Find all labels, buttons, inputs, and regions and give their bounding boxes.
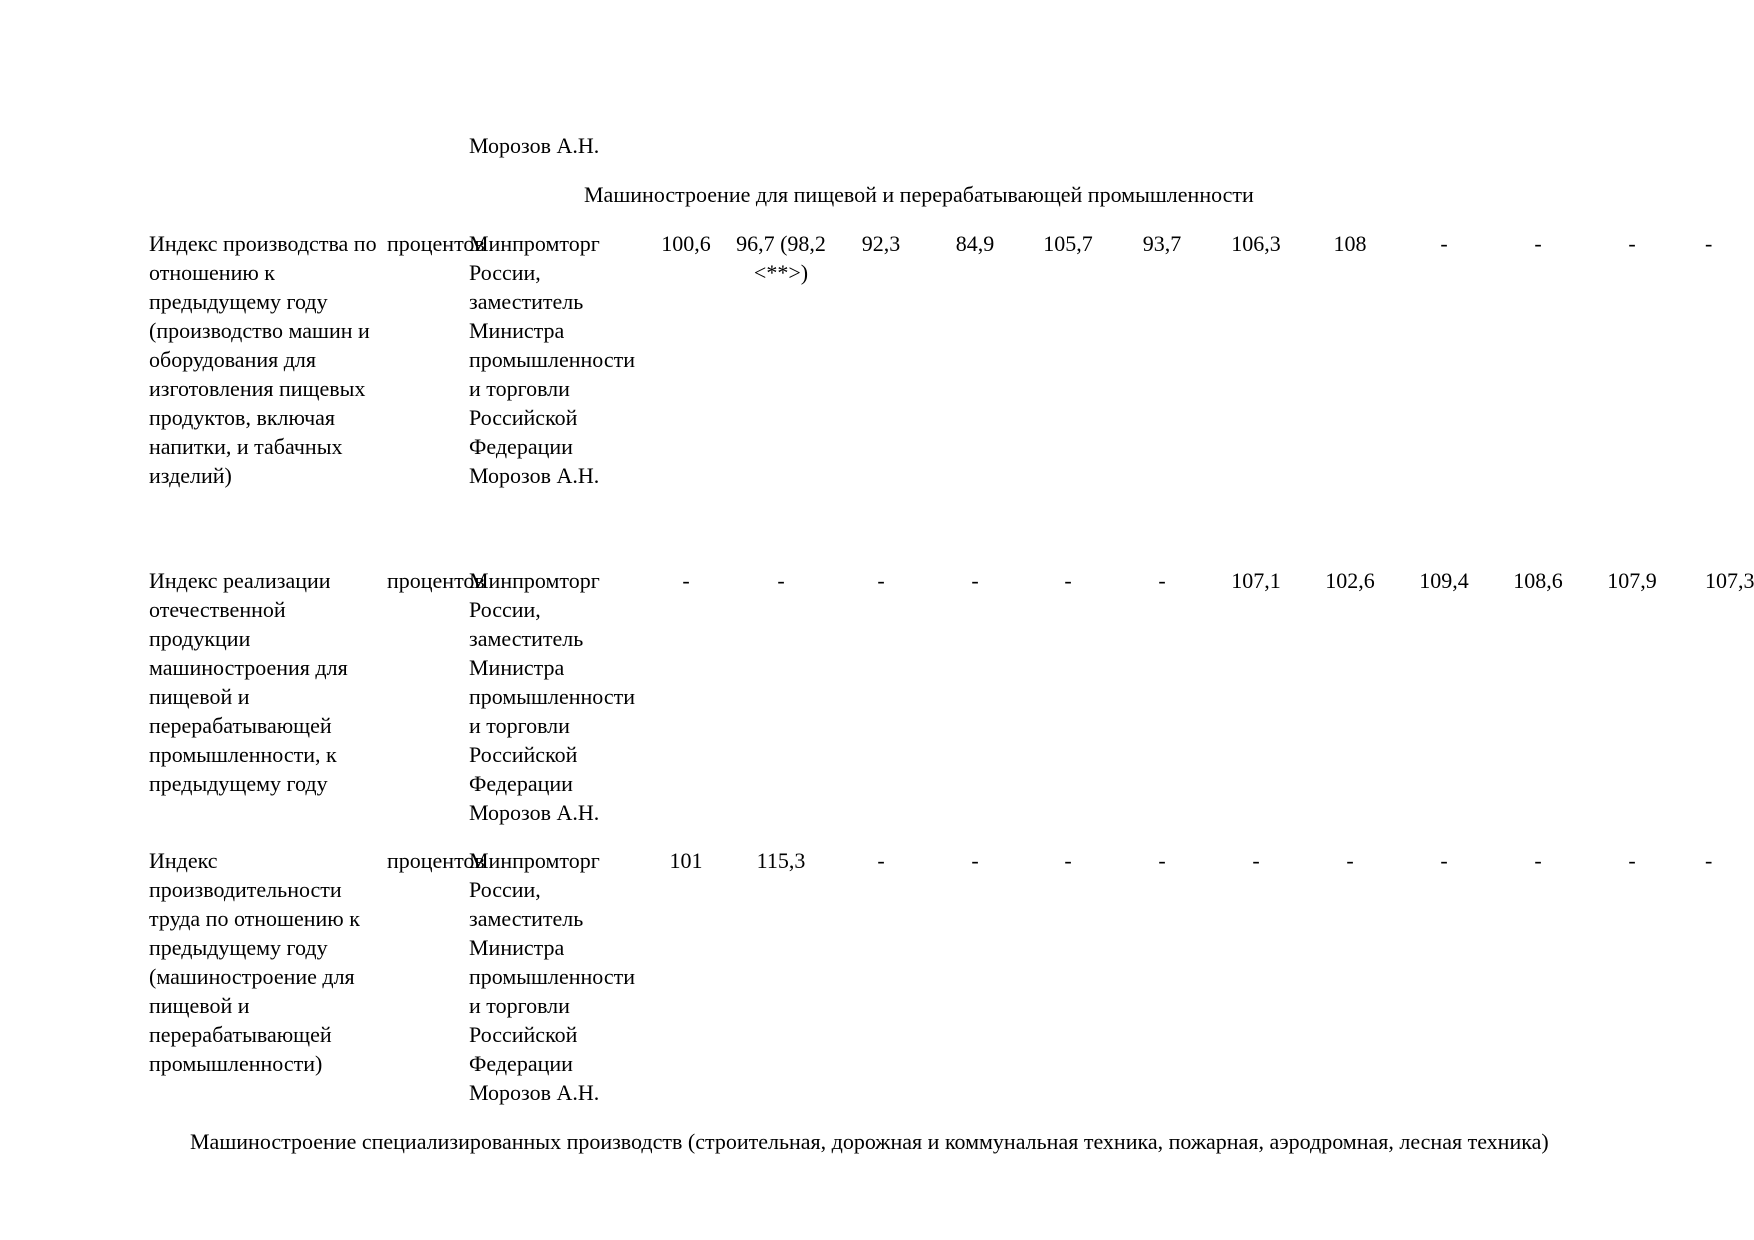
value-cell: - bbox=[971, 848, 979, 873]
value-cell: - bbox=[971, 568, 979, 593]
value-cell: 107,1 bbox=[1231, 568, 1281, 593]
indicator-name: Индекс производительности труда по отношению к предыдущему году (машиностроение для пищевой и перерабатывающей промышленности) bbox=[149, 848, 360, 1076]
value-cell: - bbox=[1705, 231, 1713, 256]
value-cell: - bbox=[1064, 568, 1072, 593]
value-cell: 93,7 bbox=[1142, 231, 1182, 256]
indicator-name: Индекс производства по отношению к предыдущему году (производство машин и оборудования для изготовления пищевых продуктов, включая напитки, и табачных изделий) bbox=[149, 231, 377, 488]
value-cell: 101 bbox=[669, 848, 703, 873]
value-cell: - bbox=[1346, 848, 1354, 873]
value-cell: 109,4 bbox=[1419, 568, 1469, 593]
value-cell: - bbox=[1705, 848, 1713, 873]
value-cell: 107,9 bbox=[1607, 568, 1657, 593]
value-cell: - bbox=[877, 848, 885, 873]
value-cell: 102,6 bbox=[1325, 568, 1375, 593]
value-cell: - bbox=[1440, 848, 1448, 873]
value-cell: - bbox=[1064, 848, 1072, 873]
value-cell: - bbox=[1534, 848, 1542, 873]
value-cell: 108 bbox=[1333, 231, 1367, 256]
indicator-unit: процентов bbox=[387, 568, 485, 593]
value-cell: - bbox=[682, 568, 690, 593]
section-title-special-machinery: Машиностроение специализированных производств (строительная, дорожная и коммунальная техника, пожарная, аэродромная, лесная техника) bbox=[190, 1129, 1549, 1154]
value-cell: 100,6 bbox=[661, 231, 711, 256]
value-cell: 105,7 bbox=[1043, 231, 1093, 256]
value-cell: 84,9 bbox=[955, 231, 995, 256]
value-cell: - bbox=[1628, 231, 1636, 256]
value-cell: 108,6 bbox=[1513, 568, 1563, 593]
value-cell: 115,3 bbox=[756, 848, 806, 873]
value-cell: 96,7 (98,2 <**>) bbox=[736, 231, 826, 285]
indicator-responsible: Минпромторг России, заместитель Министра промышленности и торговли Российской Федерации Морозов А.Н. bbox=[469, 568, 635, 825]
section-title-food-machinery: Машиностроение для пищевой и перерабатывающей промышленности bbox=[584, 182, 1254, 207]
previous-row-responsible: Морозов А.Н. bbox=[469, 133, 600, 158]
value-cell: - bbox=[1440, 231, 1448, 256]
value-cell: - bbox=[1252, 848, 1260, 873]
indicator-responsible: Минпромторг России, заместитель Министра промышленности и торговли Российской Федерации Морозов А.Н. bbox=[469, 231, 635, 488]
value-cell: - bbox=[777, 568, 785, 593]
indicator-unit: процентов bbox=[387, 848, 485, 873]
value-cell: - bbox=[1158, 568, 1166, 593]
indicator-name: Индекс реализации отечественной продукции машиностроения для пищевой и перерабатывающей промышленности, к предыдущему году bbox=[149, 568, 348, 796]
indicator-responsible: Минпромторг России, заместитель Министра промышленности и торговли Российской Федерации Морозов А.Н. bbox=[469, 848, 635, 1105]
value-cell: - bbox=[877, 568, 885, 593]
value-cell: - bbox=[1534, 231, 1542, 256]
value-cell: 92,3 bbox=[861, 231, 901, 256]
value-cell: - bbox=[1628, 848, 1636, 873]
value-cell: 106,3 bbox=[1231, 231, 1281, 256]
indicator-unit: процентов bbox=[387, 231, 485, 256]
value-cell: 107,3 bbox=[1705, 568, 1754, 593]
value-cell: - bbox=[1158, 848, 1166, 873]
